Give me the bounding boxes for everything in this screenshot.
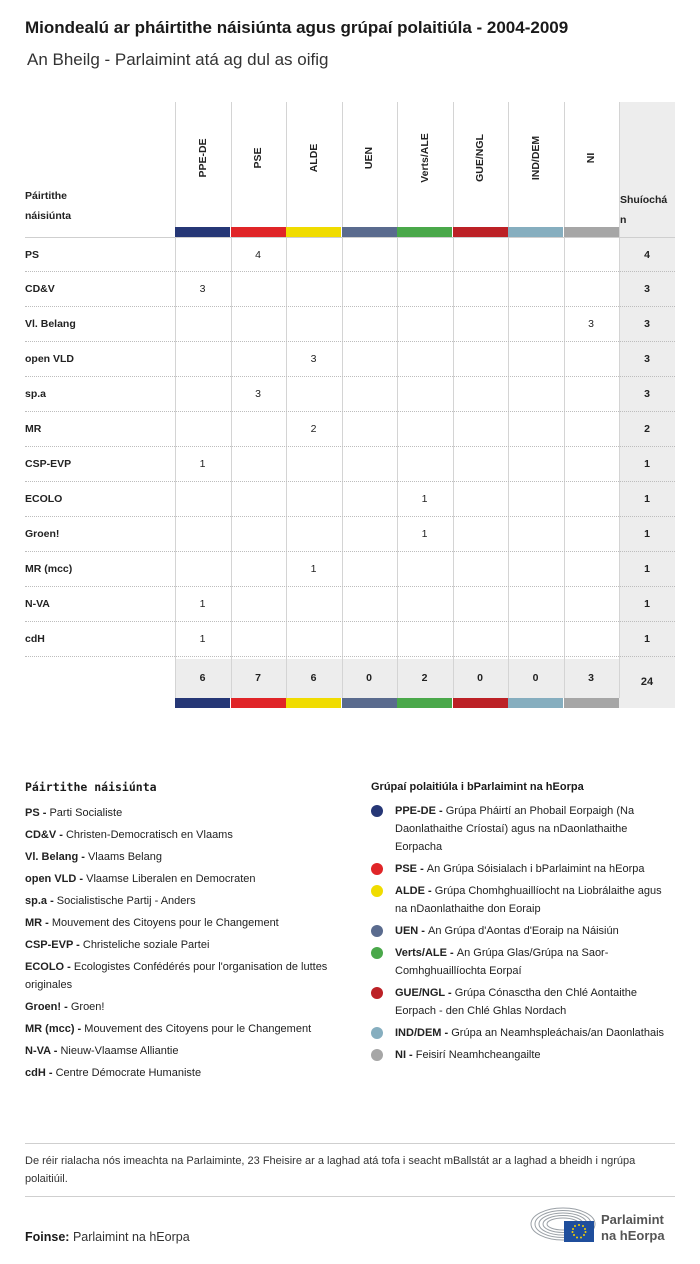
party-name: Vl. Belang bbox=[25, 318, 76, 330]
group-header-label: Verts/ALE bbox=[418, 133, 431, 183]
group-legend-abbr: PPE-DE - bbox=[395, 805, 446, 817]
grand-total: 24 bbox=[640, 676, 654, 688]
group-color-bar-bottom bbox=[175, 698, 230, 708]
party-legend-item bbox=[25, 870, 345, 888]
group-column-header bbox=[508, 102, 563, 227]
group-header-label: ALDE bbox=[307, 143, 320, 173]
party-legend-name: Mouvement des Citoyens pour le Changement bbox=[84, 1023, 312, 1035]
logo-text-line2: na hEorpa bbox=[601, 1228, 665, 1243]
group-legend-abbr: UEN - bbox=[395, 925, 428, 937]
group-legend-name: Feisirí Neamhcheangailte bbox=[415, 1049, 541, 1061]
table-row bbox=[25, 412, 675, 447]
party-legend-abbr: MR - bbox=[25, 917, 52, 929]
seat-count-cell: 1 bbox=[199, 633, 206, 645]
group-legend-name: An Grúpa Glas/Grúpa na Saor-Comhghuaillíochta Eorpaí bbox=[395, 947, 609, 977]
logo-text bbox=[601, 1212, 665, 1244]
rules-note: De réir rialacha nós imeachta na Parlaiminte, 23 Fheisire ar a laghad atá tofa i seacht mBallstát ar a laghad a bheidh i ngrúpa polaitiúil. bbox=[25, 1143, 675, 1197]
seat-count-cell: 3 bbox=[255, 388, 261, 400]
group-legend-abbr: ALDE - bbox=[395, 885, 435, 897]
party-legend-title: Páirtithe náisiúnta bbox=[25, 780, 157, 794]
party-legend bbox=[25, 780, 345, 1086]
group-color-dot-icon bbox=[371, 1049, 383, 1061]
group-header-label: GUE/NGL bbox=[474, 134, 486, 182]
seat-count-cell: 1 bbox=[421, 528, 428, 540]
party-legend-name: Christeliche soziale Partei bbox=[82, 939, 210, 951]
group-color-bar-bottom bbox=[342, 698, 397, 708]
group-color-dot-icon bbox=[371, 863, 383, 875]
group-legend-item bbox=[371, 860, 675, 878]
group-total: 0 bbox=[366, 672, 372, 684]
group-legend-name: Grúpa Chomhghuaillíocht na Liobrálaithe agus na nDaonlathaithe don Eoraip bbox=[395, 885, 662, 915]
group-color-bar-top bbox=[397, 227, 452, 237]
party-seat-total: 1 bbox=[644, 563, 650, 575]
party-header-line1: Páirtithe bbox=[25, 190, 68, 202]
party-seat-total: 1 bbox=[644, 633, 650, 645]
group-legend-name: Grúpa Pháirtí an Phobail Eorpaigh (Na Daonlathaithe Críostaí) agus na nDaonlathaithe Eorpacha bbox=[395, 805, 635, 853]
page-subtitle: An Bheilg - Parlaimint atá ag dul as oifig bbox=[27, 50, 329, 69]
party-legend-item bbox=[25, 958, 345, 994]
party-seat-total: 1 bbox=[644, 493, 650, 505]
group-legend-abbr: PSE - bbox=[395, 863, 427, 875]
party-seat-total: 3 bbox=[644, 318, 650, 330]
table-row bbox=[25, 447, 675, 482]
group-legend-name: An Grúpa Sóisialach i bParlaimint na hEorpa bbox=[426, 863, 645, 875]
group-color-bar-top bbox=[453, 227, 508, 237]
party-legend-item bbox=[25, 998, 345, 1016]
group-color-bar-bottom bbox=[508, 698, 563, 708]
group-header-label: PSE bbox=[252, 147, 264, 169]
logo-text-line1: Parlaimint bbox=[601, 1212, 664, 1227]
group-total: 3 bbox=[588, 672, 594, 684]
group-color-dot-icon bbox=[371, 885, 383, 897]
seat-count-cell: 1 bbox=[421, 493, 428, 505]
party-legend-abbr: Groen! - bbox=[25, 1001, 71, 1013]
seat-count-cell: 3 bbox=[310, 353, 317, 365]
party-seat-total: 3 bbox=[644, 353, 650, 365]
seats-table bbox=[25, 102, 675, 708]
table-row bbox=[25, 587, 675, 622]
group-legend-abbr: NI - bbox=[395, 1049, 416, 1061]
group-color-bar-bottom bbox=[286, 698, 341, 708]
seat-count-cell: 3 bbox=[588, 318, 594, 330]
group-legend-name: Grúpa Cónasctha den Chlé Aontaithe Eorpach - den Chlé Ghlas Nordach bbox=[395, 987, 637, 1017]
party-name: N-VA bbox=[25, 598, 50, 610]
party-legend-abbr: PS - bbox=[25, 807, 50, 819]
table-row bbox=[25, 552, 675, 587]
party-legend-name: Parti Socialiste bbox=[49, 807, 123, 819]
party-legend-abbr: cdH - bbox=[25, 1067, 56, 1079]
group-color-bar-top bbox=[342, 227, 397, 237]
group-total: 6 bbox=[199, 672, 206, 684]
party-seat-total: 3 bbox=[644, 283, 650, 295]
group-legend-item bbox=[371, 984, 675, 1020]
group-legend-name: An Grúpa d'Aontas d'Eoraip na Náisiún bbox=[428, 925, 619, 937]
table-row bbox=[25, 377, 675, 412]
group-total: 7 bbox=[255, 672, 261, 684]
group-color-dot-icon bbox=[371, 1027, 383, 1039]
group-legend-abbr: GUE/NGL - bbox=[395, 987, 455, 999]
group-total: 0 bbox=[532, 672, 539, 684]
party-legend-name: Nieuw-Vlaamse Alliantie bbox=[60, 1045, 179, 1057]
party-legend-item bbox=[25, 1064, 345, 1082]
group-legend-abbr: Verts/ALE - bbox=[395, 947, 457, 959]
group-header-label: UEN bbox=[363, 146, 375, 170]
group-color-bar-top bbox=[231, 227, 286, 237]
group-legend-item bbox=[371, 882, 675, 918]
group-legend-item bbox=[371, 1024, 675, 1042]
party-name: sp.a bbox=[25, 388, 47, 400]
party-legend-abbr: CSP-EVP - bbox=[25, 939, 83, 951]
group-legend-title: Grúpaí polaitiúla i bParlaimint na hEorpa bbox=[371, 781, 584, 793]
group-column-header bbox=[453, 102, 508, 227]
party-name: MR bbox=[25, 423, 42, 435]
party-name: MR (mcc) bbox=[25, 563, 73, 575]
party-legend-item bbox=[25, 848, 345, 866]
table-row bbox=[25, 307, 675, 342]
party-seat-total: 1 bbox=[644, 598, 650, 610]
table-row bbox=[25, 482, 675, 517]
page-title: Miondealú ar pháirtithe náisiúnta agus grúpaí polaitiúla - 2004-2009 bbox=[25, 18, 569, 37]
party-legend-item bbox=[25, 914, 345, 932]
group-legend-item bbox=[371, 922, 675, 940]
seat-count-cell: 4 bbox=[255, 249, 261, 261]
party-seat-total: 1 bbox=[644, 458, 650, 470]
party-legend-abbr: Vl. Belang - bbox=[25, 851, 88, 863]
party-legend-item bbox=[25, 1020, 345, 1038]
group-color-bar-top bbox=[508, 227, 563, 237]
parliament-emblem-icon bbox=[530, 1205, 600, 1245]
party-name: open VLD bbox=[25, 353, 74, 365]
group-header-label: PPE-DE bbox=[196, 138, 209, 178]
party-column-header bbox=[25, 186, 71, 226]
group-color-bar-bottom bbox=[453, 698, 508, 708]
party-seat-total: 3 bbox=[644, 388, 650, 400]
party-seat-total: 1 bbox=[644, 528, 650, 540]
source-value: Parlaimint na hEorpa bbox=[72, 1230, 190, 1244]
group-total: 2 bbox=[421, 672, 428, 684]
party-header-line2: náisiúnta bbox=[25, 210, 72, 222]
group-legend-item bbox=[371, 944, 675, 980]
party-legend-abbr: CD&V - bbox=[25, 829, 66, 841]
party-legend-abbr: N-VA - bbox=[25, 1045, 61, 1057]
party-legend-name: Socialistische Partij - Anders bbox=[56, 895, 196, 907]
group-color-bar-top bbox=[564, 227, 619, 237]
source-label: Foinse: bbox=[25, 1230, 70, 1244]
table-row bbox=[25, 272, 675, 307]
seats-header-line2: n bbox=[620, 214, 627, 226]
group-column-header bbox=[231, 102, 286, 227]
seats-header-line1: Shuíochá bbox=[620, 194, 668, 206]
group-column-header bbox=[175, 102, 230, 227]
seat-count-cell: 1 bbox=[310, 563, 317, 575]
table-row bbox=[25, 622, 675, 657]
seat-count-cell: 3 bbox=[199, 283, 206, 295]
group-color-bar-bottom bbox=[564, 698, 619, 708]
group-column-header bbox=[564, 102, 619, 227]
party-legend-name: Groen! bbox=[70, 1001, 105, 1013]
party-legend-item bbox=[25, 936, 345, 954]
group-color-dot-icon bbox=[371, 987, 383, 999]
seat-count-cell: 1 bbox=[199, 598, 206, 610]
party-legend-item bbox=[25, 892, 345, 910]
group-legend-item bbox=[371, 1046, 675, 1064]
party-name: CSP-EVP bbox=[25, 458, 72, 470]
group-color-bar-top bbox=[286, 227, 341, 237]
group-color-bar-bottom bbox=[397, 698, 452, 708]
party-name: Groen! bbox=[25, 528, 60, 540]
party-name: ECOLO bbox=[25, 493, 63, 505]
party-legend-abbr: sp.a - bbox=[25, 895, 57, 907]
party-seat-total: 2 bbox=[644, 423, 650, 435]
party-legend-name: Centre Démocrate Humaniste bbox=[55, 1067, 202, 1079]
seat-count-cell: 2 bbox=[310, 423, 317, 435]
party-legend-name: Ecologistes Confédérés pour l'organisation de luttes originales bbox=[25, 961, 328, 991]
group-color-bar-bottom bbox=[231, 698, 286, 708]
party-name: PS bbox=[25, 249, 40, 261]
group-column-header bbox=[286, 102, 341, 227]
party-legend-name: Mouvement des Citoyens pour le Changement bbox=[51, 917, 279, 929]
seat-count-cell: 1 bbox=[199, 458, 206, 470]
european-parliament-logo bbox=[530, 1205, 680, 1245]
party-legend-item bbox=[25, 804, 345, 822]
group-header-label: IND/DEM bbox=[529, 135, 542, 181]
party-name: cdH bbox=[25, 633, 45, 645]
seats-column-header bbox=[619, 190, 675, 230]
group-legend-item bbox=[371, 802, 675, 856]
party-name: CD&V bbox=[25, 283, 55, 295]
group-total: 0 bbox=[477, 672, 483, 684]
party-legend-item bbox=[25, 826, 345, 844]
group-column-header bbox=[397, 102, 452, 227]
group-legend-name: Grúpa an Neamhspleáchais/an Daonlathais bbox=[451, 1027, 665, 1039]
party-legend-abbr: open VLD - bbox=[25, 873, 87, 885]
source-line bbox=[25, 1230, 190, 1244]
party-legend-abbr: ECOLO - bbox=[25, 961, 74, 973]
group-total: 6 bbox=[310, 672, 317, 684]
group-legend-abbr: IND/DEM - bbox=[395, 1027, 452, 1039]
group-color-dot-icon bbox=[371, 805, 383, 817]
party-seat-total: 4 bbox=[644, 249, 650, 261]
party-legend-name: Vlaams Belang bbox=[87, 851, 162, 863]
table-row bbox=[25, 342, 675, 377]
group-color-dot-icon bbox=[371, 925, 383, 937]
group-header-label: NI bbox=[585, 152, 597, 164]
party-legend-item bbox=[25, 1042, 345, 1060]
party-legend-name: Vlaamse Liberalen en Democraten bbox=[86, 873, 256, 885]
group-legend bbox=[371, 781, 675, 1068]
table-row bbox=[25, 517, 675, 552]
party-legend-abbr: MR (mcc) - bbox=[25, 1023, 85, 1035]
table-row bbox=[25, 237, 675, 272]
group-color-dot-icon bbox=[371, 947, 383, 959]
group-column-header bbox=[342, 102, 397, 227]
party-legend-name: Christen-Democratisch en Vlaams bbox=[65, 829, 233, 841]
group-color-bar-top bbox=[175, 227, 230, 237]
